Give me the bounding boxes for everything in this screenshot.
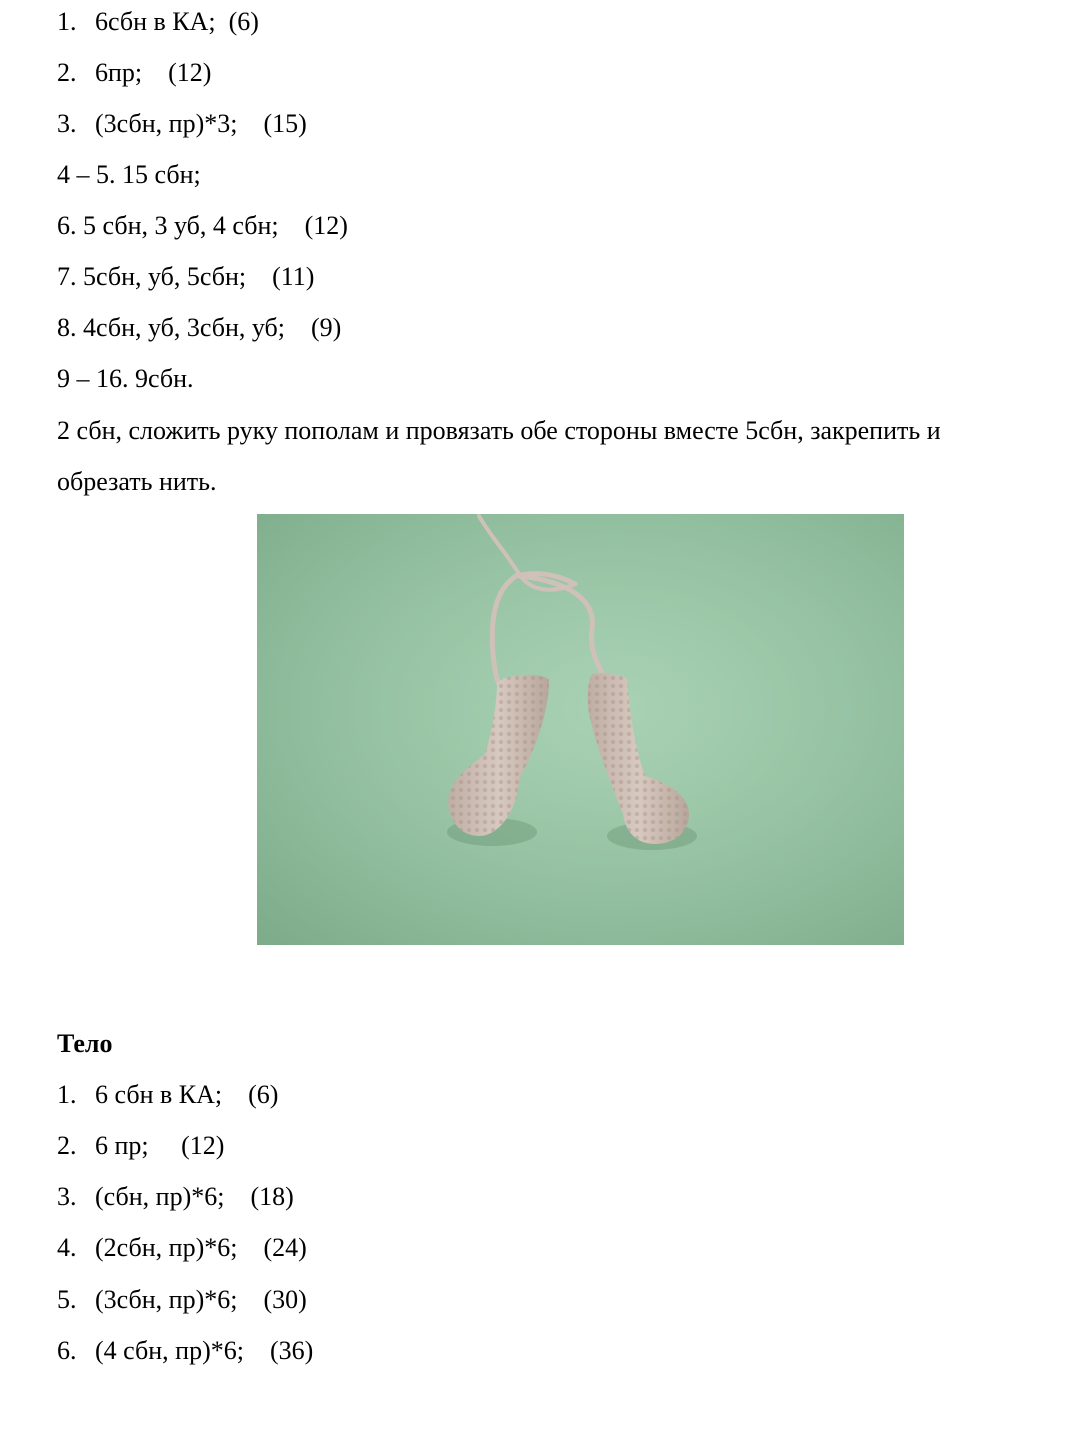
- step-text: (3сбн, пр)*3; (15): [95, 109, 307, 138]
- step-text: (2сбн, пр)*6; (24): [95, 1233, 307, 1262]
- arm-step-9-16: 9 – 16. 9сбн.: [57, 364, 194, 393]
- body-step-5: [57, 1285, 307, 1315]
- step-number: 3.: [57, 1182, 77, 1211]
- crocheted-arms-photo: [257, 514, 904, 945]
- body-step-6: [57, 1336, 313, 1366]
- arm-step-1: [57, 7, 259, 37]
- body-step-3: [57, 1182, 294, 1212]
- step-text: 6 сбн в КА; (6): [95, 1080, 279, 1109]
- arm-step-2: [57, 58, 211, 88]
- step-number: 5.: [57, 1285, 77, 1314]
- step-text: (4 сбн, пр)*6; (36): [95, 1336, 314, 1365]
- arm-step-7: 7. 5сбн, уб, 5сбн; (11): [57, 262, 315, 291]
- step-text: (3сбн, пр)*6; (30): [95, 1285, 307, 1314]
- crocheted-arms-illustration: [257, 514, 904, 945]
- arm-finish-line-1: 2 сбн, сложить руку пополам и провязать обе стороны вместе 5сбн, закрепить и: [57, 416, 941, 445]
- step-number: 1.: [57, 1080, 77, 1109]
- step-text: 6 пр; (12): [95, 1131, 225, 1160]
- step-text: 6пр; (12): [95, 58, 212, 87]
- step-number: 6.: [57, 1336, 77, 1365]
- photo-vignette: [257, 514, 904, 945]
- body-step-4: [57, 1233, 307, 1263]
- step-number: 3.: [57, 109, 77, 138]
- body-step-2: [57, 1131, 224, 1161]
- section-title-body: Тело: [57, 1029, 113, 1058]
- arm-step-3: [57, 109, 307, 139]
- step-text: 6сбн в КА; (6): [95, 7, 259, 36]
- arm-step-6: 6. 5 сбн, 3 уб, 4 сбн; (12): [57, 211, 348, 240]
- step-number: 1.: [57, 7, 77, 36]
- step-text: (сбн, пр)*6; (18): [95, 1182, 294, 1211]
- step-number: 2.: [57, 58, 77, 87]
- step-number: 2.: [57, 1131, 77, 1160]
- arm-finish-line-2: обрезать нить.: [57, 467, 217, 496]
- arm-step-8: 8. 4сбн, уб, 3сбн, уб; (9): [57, 313, 342, 342]
- arm-step-4-5: 4 – 5. 15 сбн;: [57, 160, 201, 189]
- step-number: 4.: [57, 1233, 77, 1262]
- body-step-1: [57, 1080, 278, 1110]
